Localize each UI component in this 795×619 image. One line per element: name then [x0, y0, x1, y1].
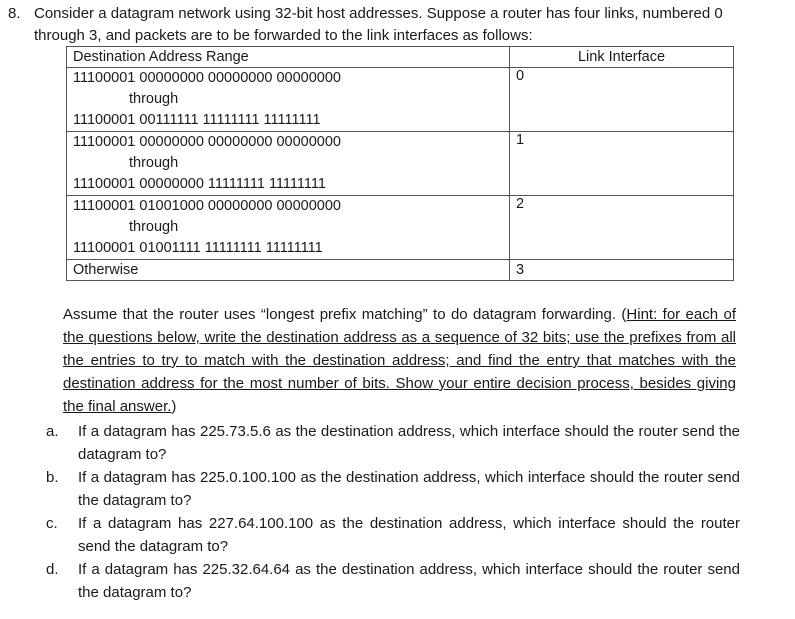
- through-label: through: [129, 155, 179, 171]
- address-range-cell: [67, 196, 510, 260]
- range-end: 11100001 00111111 11111111 11111111: [73, 112, 321, 128]
- part-letter: d.: [46, 561, 59, 578]
- header-link-interface: Link Interface: [510, 47, 734, 68]
- list-item: [46, 558, 740, 604]
- table-row: [67, 68, 734, 132]
- range-start: 11100001 01001000 00000000 00000000: [73, 198, 341, 214]
- through-label: through: [129, 91, 179, 107]
- part-letter: b.: [46, 469, 59, 486]
- list-item: [46, 466, 740, 512]
- range-start: 11100001 00000000 00000000 00000000: [73, 70, 341, 86]
- question-text: Consider a datagram network using 32-bit host addresses. Suppose a router has four links, numbered 0 through 3, and packets are to be forwarded to the link interfaces as follows:: [34, 5, 723, 44]
- header-destination-range: Destination Address Range: [67, 47, 510, 68]
- table-row: [67, 132, 734, 196]
- address-range-cell: [67, 68, 510, 132]
- hint-text: Hint: for each of the questions below, write the destination address as a sequence of 32 bits; use the prefixes from all the entries to try to match with the destination address; and find the entry that matches with the destination address for the most number of bits. Show your entire decision process, besides giving the final answer.: [63, 306, 736, 415]
- assumption-text: Assume that the router uses “longest prefix matching” to do datagram forwarding. (: [63, 306, 627, 323]
- part-text: If a datagram has 225.73.5.6 as the destination address, which interface should the router send the datagram to?: [78, 423, 740, 463]
- link-interface-cell: 0: [510, 68, 734, 132]
- range-end: 11100001 01001111 11111111 11111111: [73, 240, 323, 256]
- assumption-close: ): [171, 398, 177, 415]
- range-start: 11100001 00000000 00000000 00000000: [73, 134, 341, 150]
- link-interface-cell: 2: [510, 196, 734, 260]
- table-header-row: [67, 47, 734, 68]
- address-range-cell: [67, 132, 510, 196]
- part-text: If a datagram has 225.32.64.64 as the destination address, which interface should the router send the datagram to?: [78, 561, 740, 601]
- otherwise-cell: Otherwise: [67, 260, 510, 281]
- table-row: [67, 260, 734, 281]
- range-end: 11100001 00000000 11111111 11111111: [73, 176, 326, 192]
- part-letter: c.: [46, 515, 58, 532]
- list-item: [46, 420, 740, 466]
- link-interface-cell: 3: [510, 260, 734, 281]
- sub-questions: [46, 420, 740, 604]
- part-text: If a datagram has 227.64.100.100 as the destination address, which interface should the router send the datagram to?: [78, 515, 740, 555]
- link-interface-cell: 1: [510, 132, 734, 196]
- table-row: [67, 196, 734, 260]
- assumption-paragraph: [63, 303, 736, 418]
- part-letter: a.: [46, 423, 59, 440]
- through-label: through: [129, 219, 179, 235]
- list-item: [46, 512, 740, 558]
- question-number: 8.: [8, 5, 21, 22]
- part-text: If a datagram has 225.0.100.100 as the destination address, which interface should the router send the datagram to?: [78, 469, 740, 509]
- forwarding-table: [66, 46, 734, 281]
